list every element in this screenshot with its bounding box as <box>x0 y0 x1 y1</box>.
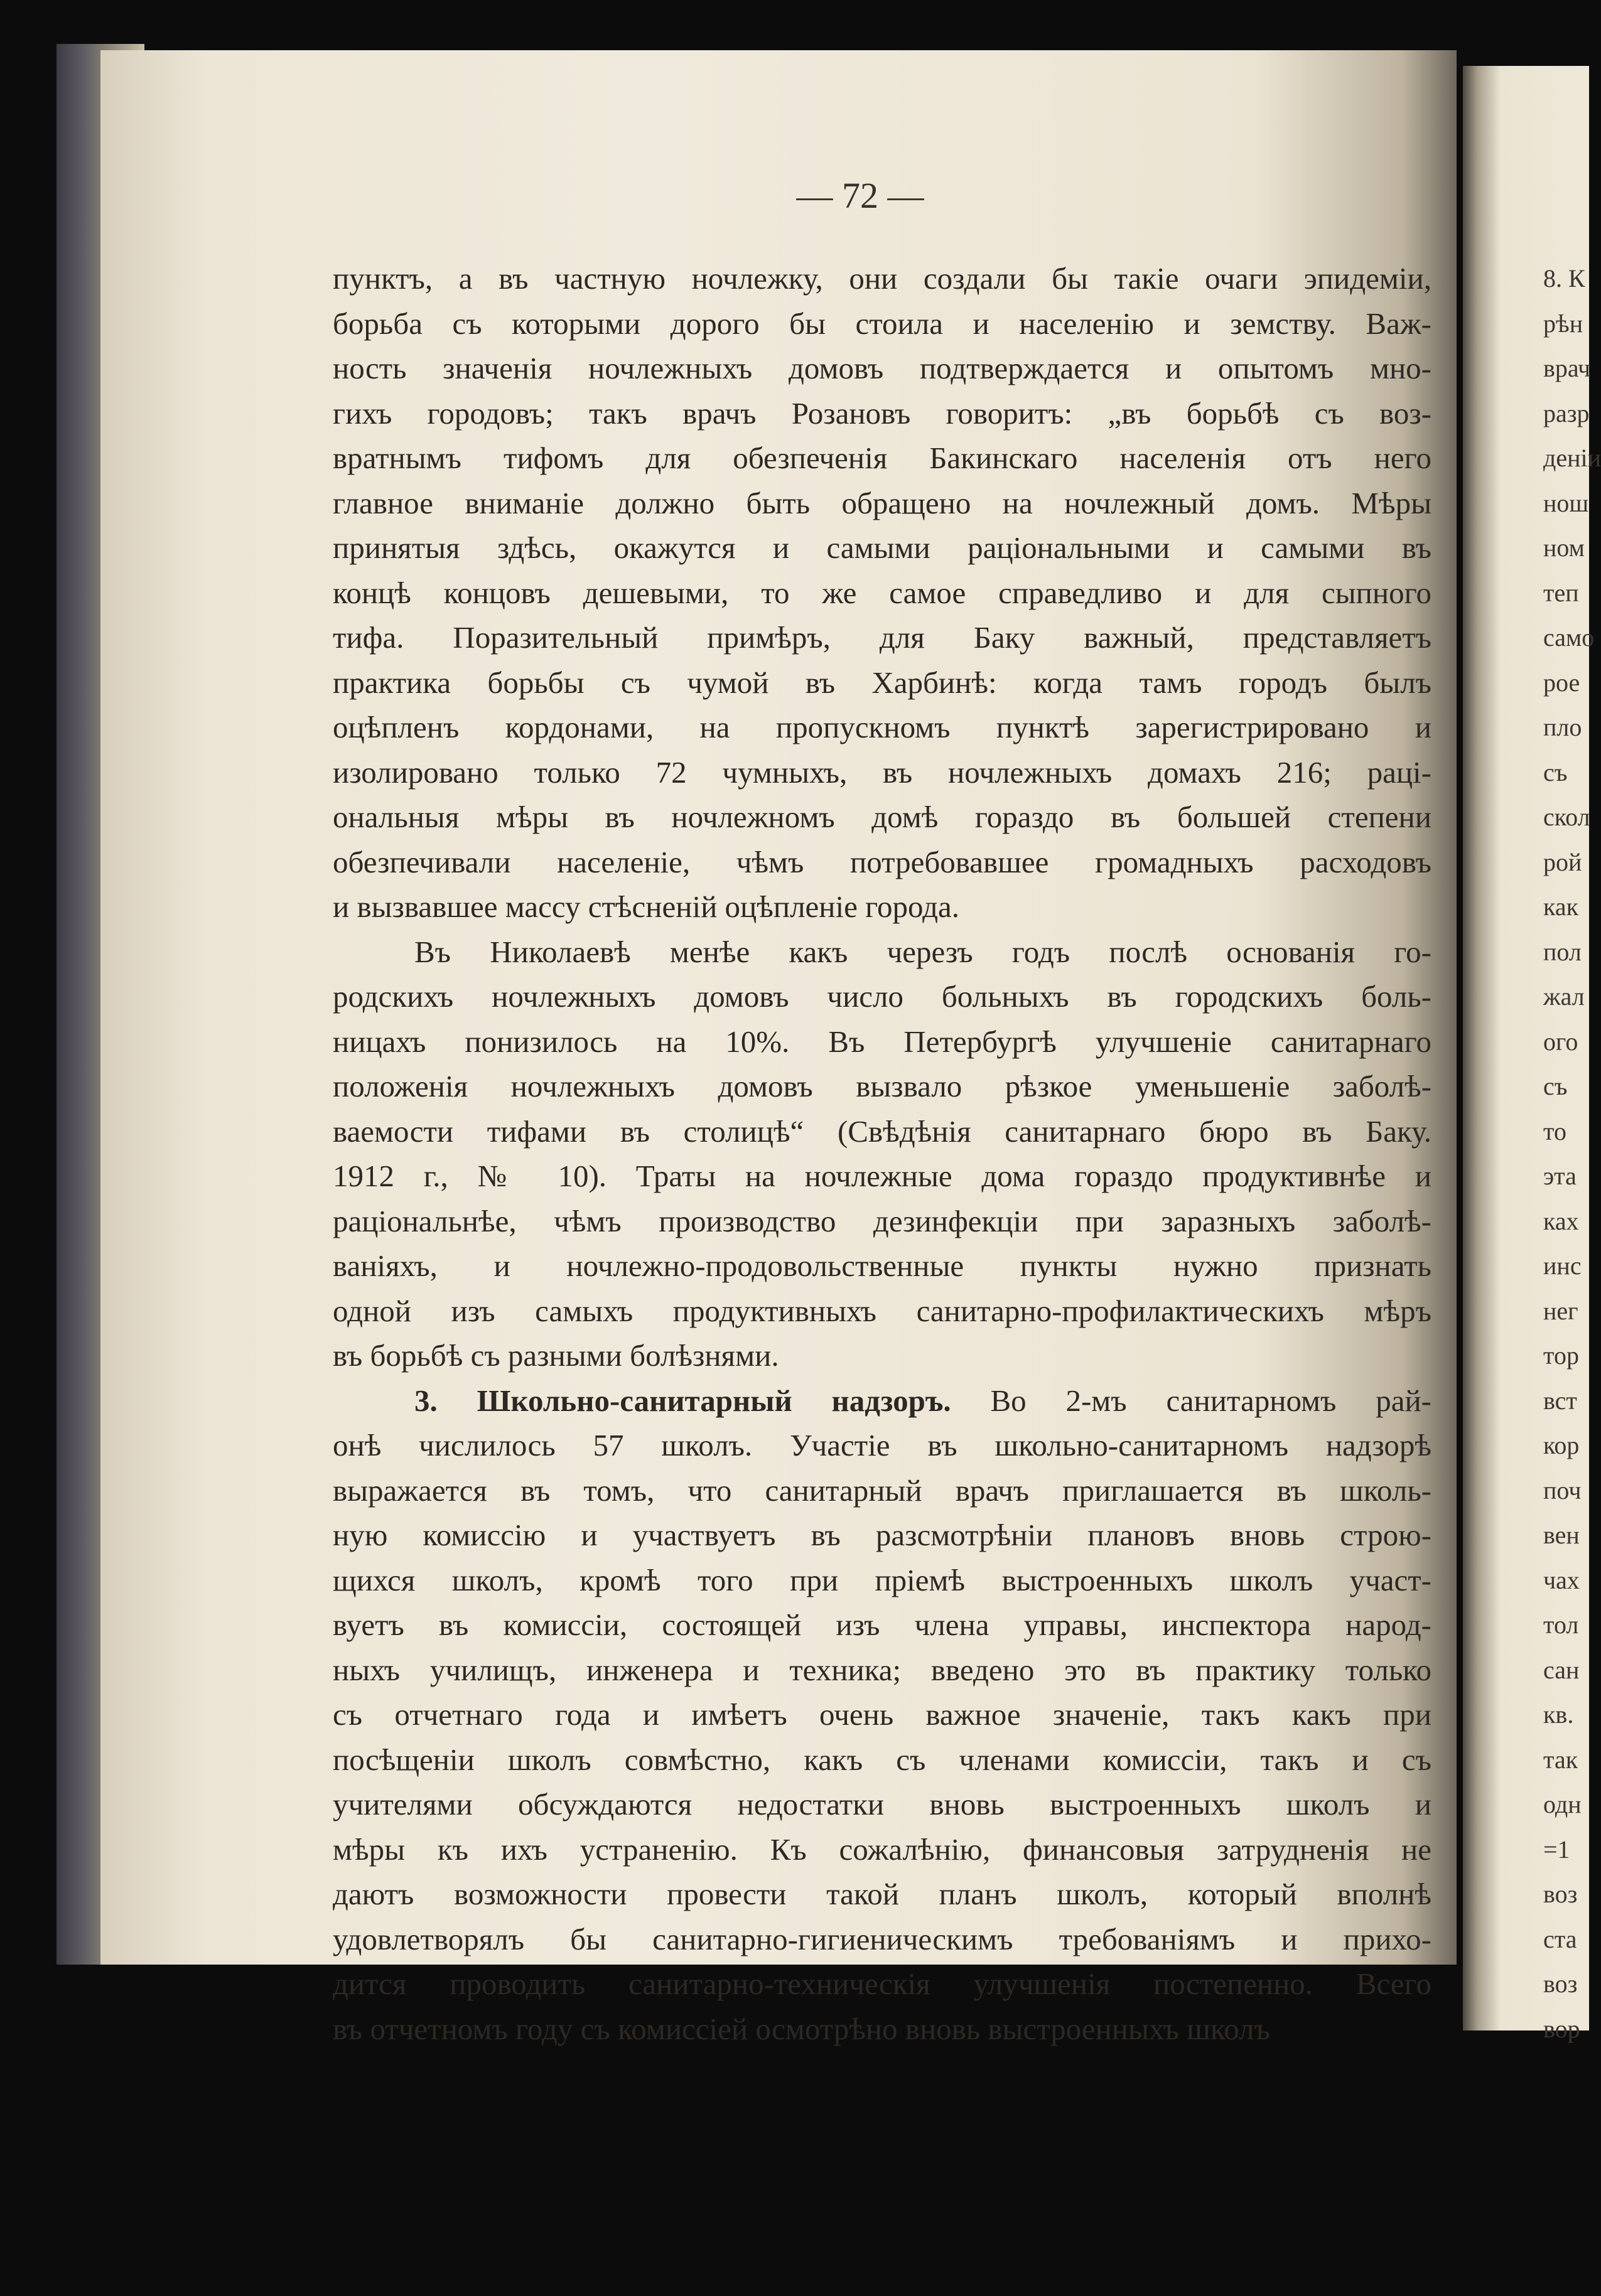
right-page-fragment: тол <box>1543 1611 1579 1639</box>
right-page-fragment: ста <box>1543 1924 1577 1953</box>
text-line: посѣщеніи школъ совмѣстно, какъ съ членами комиссіи, такъ и съ <box>333 1742 1431 1777</box>
text-line: учителями обсуждаются недостатки вновь выстроенныхъ школъ и <box>333 1787 1431 1821</box>
right-page-fragment: кв. <box>1543 1700 1574 1729</box>
text-line: пунктъ, а въ частную ночлежку, они создали бы такіе очаги эпидеміи, <box>333 261 1431 296</box>
right-page-fragment: рой <box>1543 847 1582 876</box>
text-line: вратнымъ тифомъ для обезпеченія Бакинскаго населенія отъ него <box>333 441 1431 475</box>
right-page-fragment: само <box>1543 623 1595 652</box>
text-line: концѣ концовъ дешевыми, то же самое справедливо и для сыпного <box>333 575 1431 610</box>
text-line: положенія ночлежныхъ домовъ вызвало рѣзкое уменьшеніе заболѣ- <box>333 1069 1431 1103</box>
right-page-fragment: рое <box>1543 668 1580 697</box>
right-page-fragment: разр <box>1543 399 1590 427</box>
right-page-fragment: кор <box>1543 1431 1580 1459</box>
right-page-fragment: пло <box>1543 713 1582 741</box>
right-page-fragment: нег <box>1543 1296 1578 1325</box>
right-page-text-fragments <box>1543 256 1601 2051</box>
text-line: ваніяхъ, и ночлежно-продовольственные пункты нужно признать <box>333 1248 1431 1283</box>
right-page-fragment: одн <box>1543 1790 1582 1818</box>
right-page-fragment: воз <box>1543 1970 1578 1998</box>
right-page-fragment: эта <box>1543 1162 1577 1190</box>
text-line: главное вниманіе должно быть обращено на ночлежный домъ. Мѣры <box>333 485 1431 520</box>
text-line: ваемости тифами въ столицѣ“ (Свѣдѣнія санитарнаго бюро въ Баку. <box>333 1113 1431 1149</box>
text-line: и вызвавшее массу стѣсненій оцѣпленіе города. <box>333 889 960 924</box>
right-page-fragment: скол <box>1543 803 1590 831</box>
right-page-fragment: поч <box>1543 1476 1582 1505</box>
right-page-fragment: вст <box>1543 1386 1577 1415</box>
text-line: дится проводить санитарно-техническія улучшенія постепенно. Всего <box>333 1966 1431 2001</box>
section-heading: 3. Школьно-санитарный надзоръ. <box>414 1383 951 1418</box>
right-page-fragment: съ <box>1543 1072 1568 1100</box>
text-line: практика борьбы съ чумой въ Харбинѣ: когда тамъ городъ былъ <box>333 665 1431 700</box>
right-page-fragment: ном <box>1543 534 1585 562</box>
text-line: обезпечивали населеніе, чѣмъ потребовавшее громадныхъ расходовъ <box>333 844 1431 879</box>
right-page-fragment: чах <box>1543 1565 1580 1594</box>
right-page-fragment: тор <box>1543 1341 1579 1370</box>
right-page-fragment: врач <box>1543 354 1591 382</box>
text-line: одной изъ самыхъ продуктивныхъ санитарно-профилактическихъ мѣръ <box>333 1293 1431 1328</box>
text-line: раціональнѣе, чѣмъ производство дезинфекціи при заразныхъ заболѣ- <box>333 1203 1431 1238</box>
right-page-fragment: рѣн <box>1543 309 1583 338</box>
text-line: ную комиссію и участвуетъ въ разсмотрѣніи плановъ вновь строю- <box>333 1518 1431 1552</box>
text-line: ныхъ училищъ, инженера и техника; введено это въ практику только <box>333 1652 1431 1687</box>
right-page-fragment: сан <box>1543 1655 1580 1684</box>
right-page-fragment: как <box>1543 893 1579 921</box>
text-line: вуетъ въ комиссіи, состоящей изъ члена управы, инспектора народ- <box>333 1607 1431 1642</box>
paragraph-3 <box>333 1378 1431 2052</box>
text-line: мѣры къ ихъ устраненію. Къ сожалѣнію, финансовыя затрудненія не <box>333 1832 1431 1867</box>
text-line: родскихъ ночлежныхъ домовъ число больныхъ въ городскихъ боль- <box>333 979 1431 1014</box>
right-page-fragment: жал <box>1543 982 1585 1011</box>
text-line: гихъ городовъ; такъ врачъ Розановъ говоритъ: „въ борьбѣ съ воз- <box>333 395 1431 431</box>
text-line: съ отчетнаго года и имѣетъ очень важное значеніе, такъ какъ при <box>333 1697 1431 1732</box>
heading-line-rest: Во 2-мъ санитарномъ рай- <box>990 1383 1431 1418</box>
text-line: Въ Николаевѣ менѣе какъ черезъ годъ послѣ основанія го- <box>414 934 1431 969</box>
right-page-fragment: 8. К <box>1543 264 1585 292</box>
text-line: ницахъ понизилось на 10%. Въ Петербургѣ улучшеніе санитарнаго <box>333 1024 1431 1059</box>
text-line: въ отчетномъ году съ комиссіей осмотрѣно вновь выстроенныхъ школъ <box>333 2011 1270 2046</box>
right-page-fragment: инс <box>1543 1252 1582 1280</box>
paragraph-1 <box>333 256 1431 930</box>
right-page-fragment: =1 <box>1543 1835 1570 1864</box>
right-page-fragment: нош <box>1543 488 1589 517</box>
right-page-fragment: вен <box>1543 1521 1580 1549</box>
text-line: оцѣпленъ кордонами, на пропускномъ пунктѣ зарегистрировано и <box>333 710 1431 744</box>
right-page-fragment: так <box>1543 1745 1578 1774</box>
heading-line <box>333 1378 1431 1424</box>
text-line: въ борьбѣ съ разными болѣзнями. <box>333 1338 779 1373</box>
text-line: 1912 г., № 10). Траты на ночлежные дома гораздо продуктивнѣе и <box>333 1159 1431 1193</box>
text-line: ность значенія ночлежныхъ домовъ подтверждается и опытомъ мно- <box>333 351 1431 385</box>
text-line: тифа. Поразительный примѣръ, для Баку важный, представляетъ <box>333 620 1431 655</box>
right-page-fragment: ках <box>1543 1206 1579 1235</box>
text-line: ональныя мѣры въ ночлежномъ домѣ гораздо въ большей степени <box>333 800 1431 834</box>
text-line: онѣ числилось 57 школъ. Участіе въ школьно-санитарномъ надзорѣ <box>333 1428 1431 1462</box>
text-line: принятыя здѣсь, окажутся и самыми раціональными и самыми въ <box>333 530 1431 565</box>
page-number: — 72 — <box>796 175 924 216</box>
text-line: щихся школъ, кромѣ того при пріемѣ выстроенныхъ школъ участ- <box>333 1562 1431 1597</box>
text-line: борьба съ которыми дорого бы стоила и населенію и земству. Важ- <box>333 306 1431 341</box>
right-page-fragment: теп <box>1543 578 1579 607</box>
text-line: выражается въ томъ, что санитарный врачъ приглашается въ школь- <box>333 1473 1431 1508</box>
right-page-fragment: пол <box>1543 937 1582 966</box>
right-page-fragment: то <box>1543 1117 1566 1145</box>
page-text <box>333 256 1431 2051</box>
right-page-fragment: воз <box>1543 1880 1578 1908</box>
paragraph-2 <box>333 930 1431 1378</box>
right-page-fragment: деніи <box>1543 444 1601 472</box>
right-page-fragment: съ <box>1543 758 1568 786</box>
text-line: изолировано только 72 чумныхъ, въ ночлежныхъ домахъ 216; раці- <box>333 754 1431 790</box>
right-page-fragment: вор <box>1543 2014 1580 2043</box>
right-page-fragment: ого <box>1543 1027 1578 1056</box>
text-line: даютъ возможности провести такой планъ школъ, который вполнѣ <box>333 1877 1431 1911</box>
text-line: удовлетворялъ бы санитарно-гигиеническимъ требованіямъ и прихо- <box>333 1921 1431 1956</box>
